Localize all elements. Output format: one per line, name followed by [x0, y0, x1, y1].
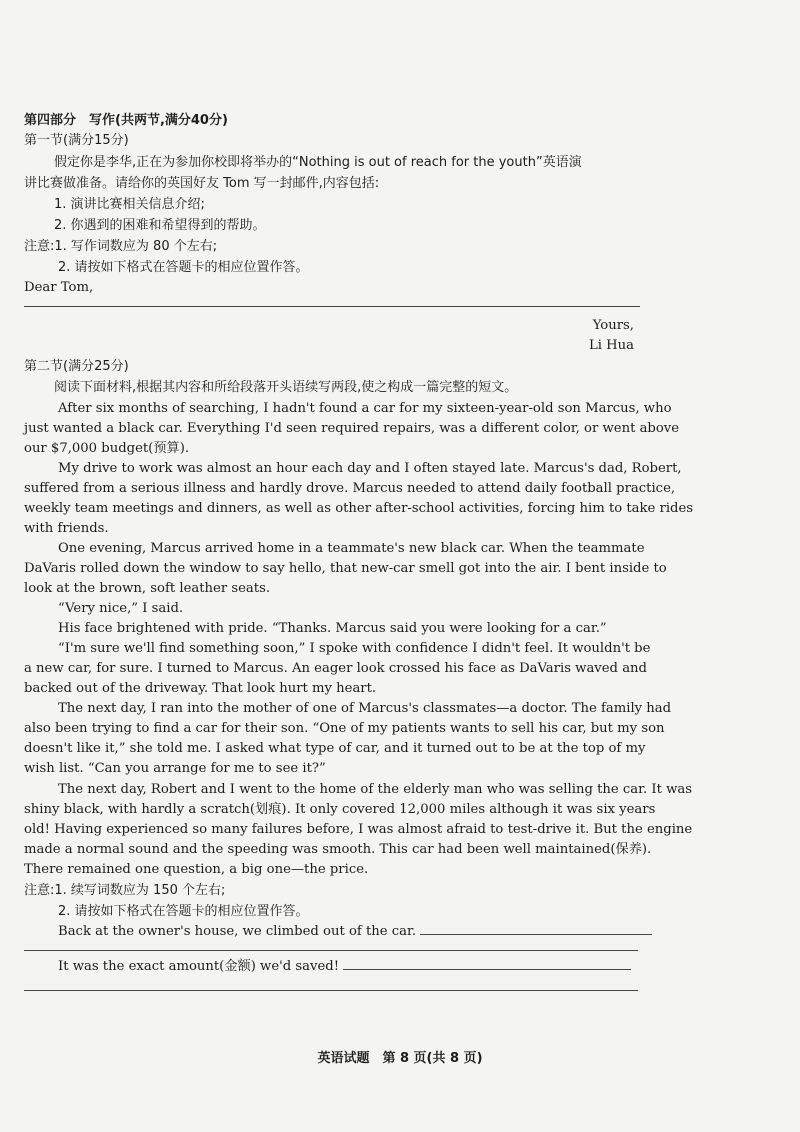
part1-note-1: 注意:1. 写作词数应为 80 个左右; [24, 239, 218, 254]
passage-line: DaVaris rolled down the window to say hello, that new-car smell got into the air. I bent inside to [24, 561, 667, 576]
passage-line: “Very nice,” I said. [58, 601, 184, 616]
passage-line: The next day, I ran into the mother of one of Marcus's classmates—a doctor. The family had [58, 701, 672, 716]
passage-line: our $7,000 budget(预算). [24, 441, 190, 456]
starter-2-blank [343, 957, 631, 970]
part2-note-2: 2. 请按如下格式在答题卡的相应位置作答。 [58, 904, 309, 919]
letter-greeting: Dear Tom, [24, 280, 94, 295]
passage-line: just wanted a black car. Everything I'd seen required repairs, was a different color, or went above [24, 421, 680, 436]
passage-line: with friends. [24, 521, 109, 536]
passage-line: shiny black, with hardly a scratch(划痕). It only covered 12,000 miles although it was six years [24, 802, 656, 817]
part1-prompt-line-2: 讲比赛做准备。请给你的英国好友 Tom 写一封邮件,内容包括: [24, 176, 380, 191]
part2-title: 第二节(满分25分) [24, 359, 129, 374]
passage-line: “I'm sure we'll find something soon,” I spoke with confidence I didn't feel. It wouldn't be [58, 641, 651, 656]
passage-line: made a normal sound and the speeding was smooth. This car had been well maintained(保养). [24, 842, 652, 857]
paragraph-starter-1 [58, 922, 652, 941]
passage-line: old! Having experienced so many failures before, I was almost afraid to test-drive it. But the engine [24, 822, 693, 837]
passage-line: a new car, for sure. I turned to Marcus. An eager look crossed his face as DaVaris waved and [24, 661, 647, 676]
passage-line: The next day, Robert and I went to the home of the elderly man who was selling the car. It was [58, 782, 692, 797]
part1-point-1: 1. 演讲比赛相关信息介绍; [54, 197, 205, 212]
answer-line [24, 306, 640, 307]
passage-line: After six months of searching, I hadn't found a car for my sixteen-year-old son Marcus, who [58, 401, 672, 416]
passage-line: My drive to work was almost an hour each day and I often stayed late. Marcus's dad, Robert, [58, 461, 682, 476]
part2-note-1: 注意:1. 续写词数应为 150 个左右; [24, 883, 226, 898]
starter-1-text: Back at the owner's house, we climbed out of the car. [58, 924, 417, 939]
letter-closing: Yours, [592, 318, 634, 333]
part2-instruction: 阅读下面材料,根据其内容和所给段落开头语续写两段,使之构成一篇完整的短文。 [54, 380, 518, 395]
passage-line: One evening, Marcus arrived home in a teammate's new black car. When the teammate [58, 541, 645, 556]
passage-line: backed out of the driveway. That look hurt my heart. [24, 681, 377, 696]
part1-title: 第一节(满分15分) [24, 133, 129, 148]
part1-prompt-line-1: 假定你是李华,正在为参加你校即将举办的“Nothing is out of reach for the youth”英语演 [54, 155, 582, 170]
starter-2-text: It was the exact amount(金额) we'd saved! [58, 959, 340, 974]
passage-line: weekly team meetings and dinners, as well as other after-school activities, forcing him to take rides [24, 501, 694, 516]
passage-line: wish list. “Can you arrange for me to see it?” [24, 761, 326, 776]
page-footer: 英语试题 第 8 页(共 8 页) [317, 1051, 483, 1066]
section-header: 第四部分 写作(共两节,满分40分) [24, 113, 228, 128]
passage-line: suffered from a serious illness and hardly drove. Marcus needed to attend daily football practice, [24, 481, 676, 496]
passage-line: doesn't like it,” she told me. I asked what type of car, and it turned out to be at the top of my [24, 741, 646, 756]
answer-line [24, 990, 638, 991]
passage-line: also been trying to find a car for their son. “One of my patients wants to sell his car, but my son [24, 721, 665, 736]
passage-line: look at the brown, soft leather seats. [24, 581, 271, 596]
answer-line [24, 950, 638, 951]
paragraph-starter-2 [58, 957, 631, 976]
starter-1-blank [420, 922, 652, 935]
part1-point-2: 2. 你遇到的困难和希望得到的帮助。 [54, 218, 266, 233]
letter-signature: Li Hua [588, 338, 634, 353]
passage-line: There remained one question, a big one—the price. [24, 862, 369, 877]
passage-line: His face brightened with pride. “Thanks. Marcus said you were looking for a car.” [58, 621, 607, 636]
part1-note-2: 2. 请按如下格式在答题卡的相应位置作答。 [58, 260, 309, 275]
